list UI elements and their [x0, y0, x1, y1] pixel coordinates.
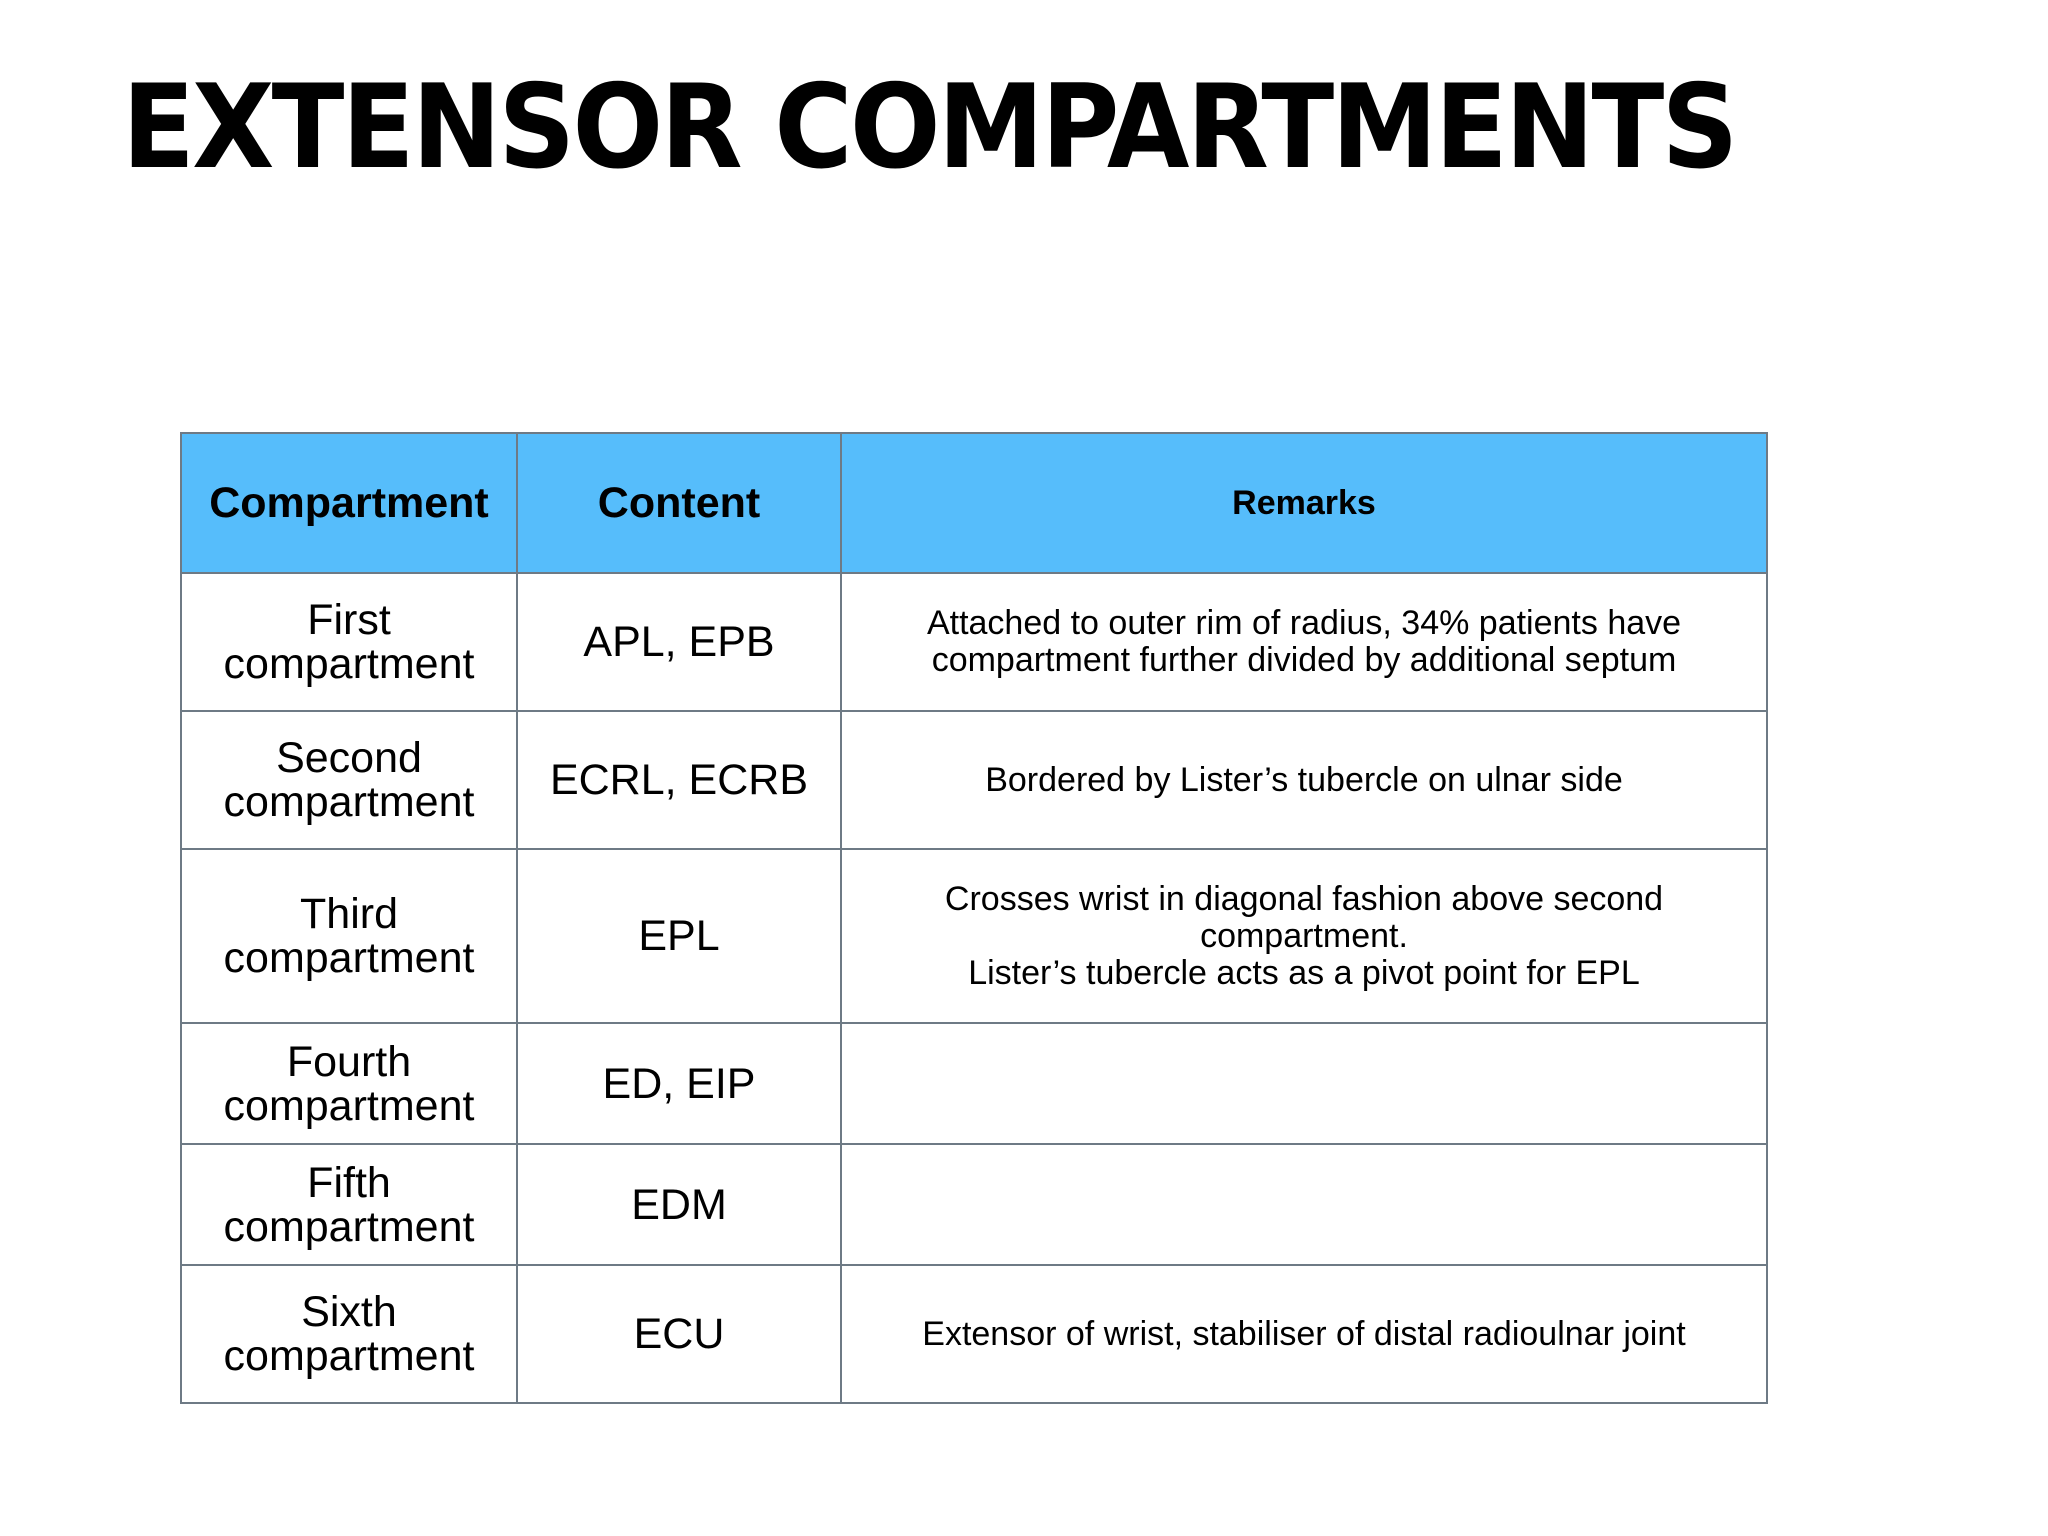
remarks-cell: Extensor of wrist, stabiliser of distal radioulnar joint [841, 1265, 1767, 1403]
table-row [181, 573, 1767, 711]
remarks-cell: Attached to outer rim of radius, 34% patients have compartment further divided by additional septum [841, 573, 1767, 711]
remarks-cell: Crosses wrist in diagonal fashion above second compartment. Lister’s tubercle acts as a pivot point for EPL [841, 849, 1767, 1023]
compartment-cell: First compartment [181, 573, 517, 711]
remarks-cell [841, 1023, 1767, 1144]
content-cell: ED, EIP [517, 1023, 841, 1144]
remarks-cell: Bordered by Lister’s tubercle on ulnar side [841, 711, 1767, 849]
content-cell: ECRL, ECRB [517, 711, 841, 849]
table-header-row [181, 433, 1767, 573]
compartment-cell: Third compartment [181, 849, 517, 1023]
compartment-cell: Fifth compartment [181, 1144, 517, 1265]
compartment-cell: Second compartment [181, 711, 517, 849]
table-row [181, 1144, 1767, 1265]
table-row [181, 1265, 1767, 1403]
table-row [181, 711, 1767, 849]
table-row [181, 849, 1767, 1023]
compartment-cell: Fourth compartment [181, 1023, 517, 1144]
extensor-compartments-table [180, 432, 1768, 1404]
content-cell: ECU [517, 1265, 841, 1403]
content-cell: EDM [517, 1144, 841, 1265]
content-cell: EPL [517, 849, 841, 1023]
header-compartment: Compartment [181, 433, 517, 573]
slide-title: EXTENSOR COMPARTMENTS [122, 60, 1736, 195]
content-cell: APL, EPB [517, 573, 841, 711]
header-remarks: Remarks [841, 433, 1767, 573]
remarks-cell [841, 1144, 1767, 1265]
header-content: Content [517, 433, 841, 573]
compartment-cell: Sixth compartment [181, 1265, 517, 1403]
table-row [181, 1023, 1767, 1144]
